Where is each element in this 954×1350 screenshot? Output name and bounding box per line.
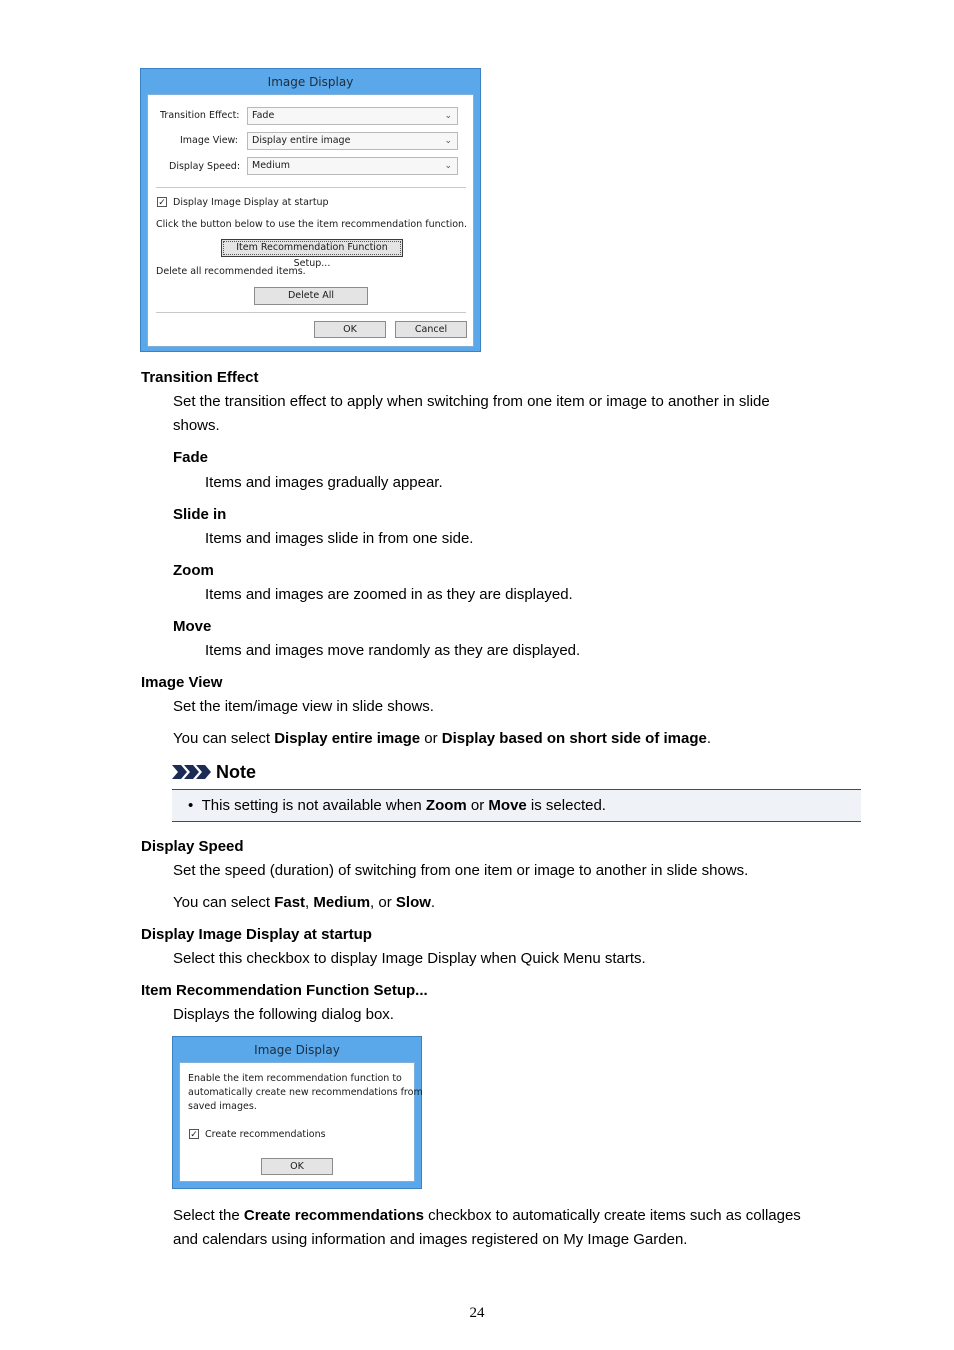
create-suffix: checkbox to automatically create items such as collages [423,1207,801,1224]
note-title: Note [216,762,256,782]
recommend-desc: Displays the following dialog box. [173,1006,394,1023]
separator [156,312,466,313]
recommend-info-line3: saved images. [188,1101,257,1112]
display-speed-label: Display Speed: [169,161,241,172]
option-display-entire-image: Display entire image [274,730,421,747]
transition-effect-value: Fade [252,110,275,121]
dialog-body [147,94,474,347]
delete-instructions: Delete all recommended items. [156,266,306,277]
item-recommendation-setup-button[interactable]: Item Recommendation Function Setup... [221,239,403,257]
ok-button[interactable]: OK [314,321,386,338]
option-fast: Fast [274,894,306,911]
display-speed-value: Medium [252,160,290,171]
transition-effect-heading: Transition Effect [141,369,259,386]
dialog-title: Image Display [254,1043,340,1057]
image-display-dialog [140,68,481,352]
create-recommendations-desc-line2: and calendars using information and images registered on My Image Garden. [173,1231,688,1248]
recommend-info-line2: automatically create new recommendations from [188,1087,423,1098]
option-medium: Medium [313,894,371,911]
cancel-button[interactable]: Cancel [395,321,467,338]
option-slow: Slow [395,894,431,911]
option-display-short-side: Display based on short side of image [441,730,707,747]
move-title: Move [173,618,212,635]
display-speed-options [173,894,435,912]
speed-period: . [430,894,436,911]
speed-options-prefix: You can select [173,894,275,911]
display-speed-heading: Display Speed [141,838,244,855]
speed-comma-1: , [305,894,314,911]
note-box [172,789,861,822]
startup-checkbox-label: Display Image Display at startup [173,197,329,208]
zoom-title: Zoom [173,562,214,579]
create-recommendations-label: Create recommendations [205,1129,326,1140]
note-bullet: • [188,797,194,814]
chevron-down-icon: ⌄ [444,136,452,146]
separator [156,187,466,188]
image-view-options-prefix: You can select [173,730,275,747]
note-suffix: is selected. [526,797,606,814]
speed-comma-2: , or [370,894,396,911]
image-view-value: Display entire image [252,135,351,146]
startup-checkbox[interactable]: ✓ [158,197,166,207]
create-prefix: Select the [173,1207,244,1224]
create-recommendations-checkbox[interactable]: ✓ [190,1129,198,1139]
chevron-down-icon: ⌄ [444,161,452,171]
note-text [188,797,606,815]
fade-title: Fade [173,449,209,466]
transition-effect-select[interactable] [247,107,458,125]
dialog-title: Image Display [267,75,354,89]
display-speed-select[interactable] [247,157,458,175]
note-move: Move [488,797,527,814]
image-view-options-period: . [706,730,712,747]
note-or: or [466,797,489,814]
startup-desc: Select this checkbox to display Image Display when Quick Menu starts. [173,950,646,967]
create-recommendations-desc-line1 [173,1207,801,1225]
recommend-instructions: Click the button below to use the item recommendation function. [156,219,468,230]
note-zoom: Zoom [425,797,467,814]
image-view-select[interactable] [247,132,458,150]
dialog-body [179,1062,423,1182]
note-prefix: This setting is not available when [201,797,426,814]
ok-button[interactable]: OK [261,1158,333,1175]
transition-effect-label: Transition Effect: [160,110,240,121]
slide-in-desc: Items and images slide in from one side. [205,530,474,547]
fade-desc: Items and images gradually appear. [205,474,443,491]
image-view-options [173,730,711,748]
delete-all-button[interactable]: Delete All [254,287,368,305]
move-desc: Items and images move randomly as they are displayed. [205,642,581,659]
note-arrows-icon [172,764,212,780]
transition-effect-desc-line1: Set the transition effect to apply when switching from one item or image to another in slide [173,393,770,410]
chevron-down-icon: ⌄ [444,111,452,121]
slide-in-title: Slide in [173,506,227,523]
page-number: 24 [469,1305,485,1321]
display-speed-desc: Set the speed (duration) of switching from one item or image to another in slide shows. [173,862,749,879]
image-view-heading: Image View [141,674,223,691]
image-view-options-or: or [420,730,442,747]
recommend-heading: Item Recommendation Function Setup... [141,982,428,999]
create-recommendations-term: Create recommendations [243,1207,424,1224]
startup-heading: Display Image Display at startup [141,926,372,943]
recommend-info-line1: Enable the item recommendation function to [188,1073,402,1084]
image-view-desc: Set the item/image view in slide shows. [173,698,434,715]
zoom-desc: Items and images are zoomed in as they are displayed. [205,586,573,603]
transition-effect-desc-line2: shows. [173,417,220,434]
image-view-label: Image View: [180,135,238,146]
recommendation-dialog [172,1036,422,1189]
